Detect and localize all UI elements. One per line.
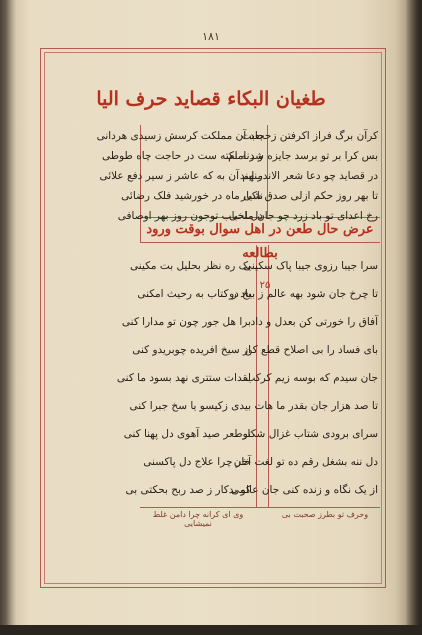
lower-left-line: لقدات ستتری نهد بسود ما کنی (116, 372, 251, 384)
section-subheading: عرض حال طعن در اهل سوال بوقت ورود بطالعه (146, 222, 374, 261)
lower-left-line: کو بدکار ز صد ربح بحکتی بی (125, 484, 251, 496)
lower-right-line: از یک نگاه و زنده کنی جان عالمی (231, 484, 378, 496)
lower-right-line: تا چرخ جان شود بهه عالم ز بیخ دو (229, 288, 378, 300)
lower-left-line: از سیخ افریده چوبریدو کنی (132, 344, 251, 356)
lower-left-line: توطعر صید آهوی دل پهنا کنی (123, 428, 251, 440)
upper-right-line: کرآن برگ فراز اکرفتن زحجابت (241, 130, 378, 142)
lower-right-line: سرای برودی شتاب غزال شکار (242, 428, 378, 440)
lower-right-line: دل ننه بشغل رقم ده تو لغت خان (233, 456, 378, 468)
lower-left-line: بیدی زکیسو یا سخ جبرا کنی (129, 400, 251, 412)
lower-right-line: آفاق را خورتی کن بعدل و داد (250, 316, 378, 328)
lower-right-line: سرا جیبا رزوی جیبا پاک سکینی (243, 260, 378, 272)
lower-left-line: آخر چرا علاج دل پاکسنی (143, 456, 251, 468)
upper-right-line: رخ اعدای تو باد زرد چو جان ملخی (229, 210, 378, 222)
page-fold-shadow (406, 0, 422, 635)
upper-left-line: منهم آن به که عاشر ز سیر دفع علائی (99, 170, 263, 182)
lower-left-line: برا هل جور چون تو مدارا کنی (121, 316, 251, 328)
lower-right-line: جان سیدم که بوسه زیم کرکب (245, 372, 378, 384)
upper-right-text (228, 126, 378, 226)
upper-right-line: تا بهر روز حکم ازلی صدق شیار (241, 190, 378, 202)
lower-right-line: بای فساد را بی اصلاح قطع کن (244, 344, 378, 356)
verse-number: ۲۵ (259, 280, 271, 291)
upper-left-line: و رنه نکته ست در حاجت چاه طوطی (101, 150, 263, 162)
page-number: ۱۸۱ (202, 30, 220, 43)
bottom-edge (0, 625, 422, 635)
upper-right-line: بس کرا بر تو برسد جایزه شد امام (228, 150, 378, 162)
upper-right-line: در قصاید چو دعا شعر الاندر ایند (239, 170, 378, 182)
left-footnote: وی ای کرانه چرا دامن غلط نمیشایی (152, 510, 244, 528)
upper-left-line: دل احباب توجون روز بهر اوصافی (117, 210, 263, 222)
page-heading: طغیان البکاء قصاید حرف الیا (96, 88, 326, 110)
lower-bottom-rule (140, 507, 380, 508)
right-footnote: وحرف تو بطرز صحبت بی (281, 510, 369, 519)
upper-left-line: ناکی ماه در خورشید فلک رضائی (121, 190, 263, 202)
upper-left-line: بعد آن مملکت کرسش زسیدی هردانی (96, 130, 263, 142)
lower-right-line: تا صد هزار جان بقدر ما هات (254, 400, 378, 412)
lower-left-line: باد ر کتاب به رحیث امکنی (137, 288, 251, 300)
lower-left-line: یک ره نظر بحلیل بت مکینی (130, 260, 251, 272)
